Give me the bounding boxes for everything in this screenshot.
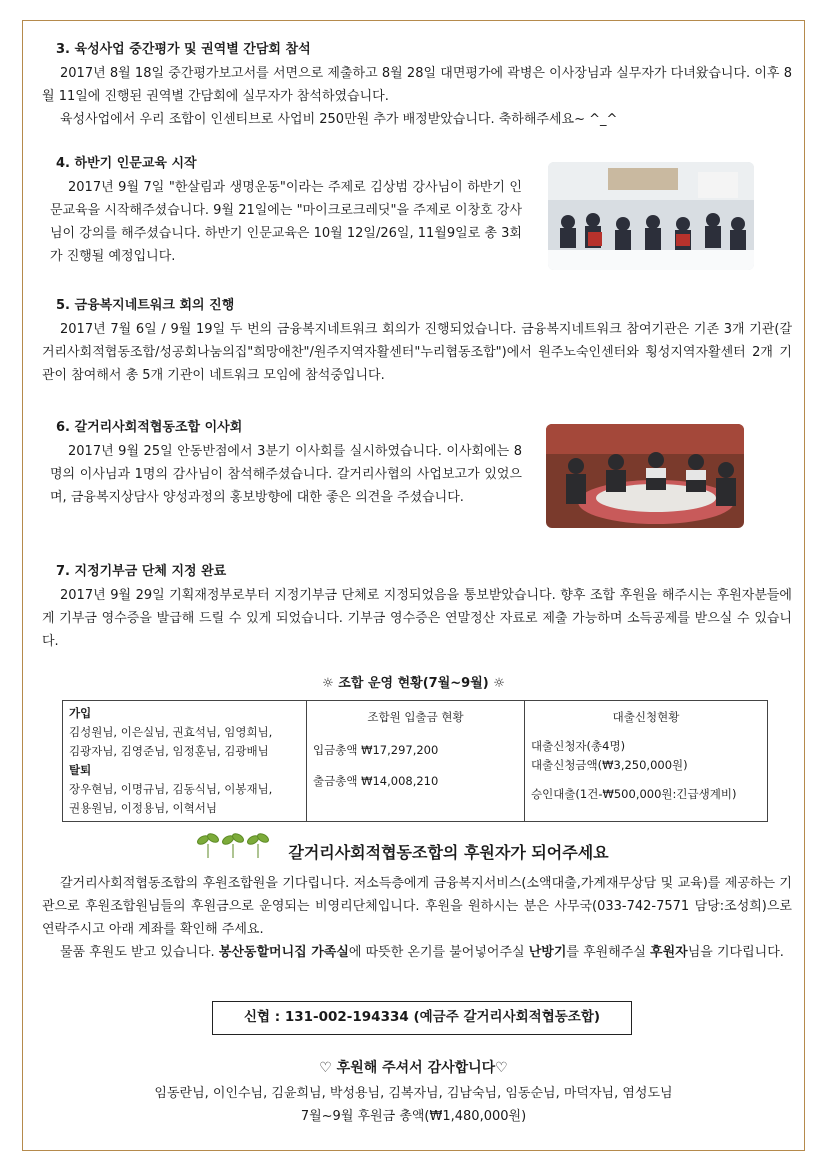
donor-paragraph-1: 갈거리사회적협동조합의 후원조합원을 기다립니다. 저소득층에게 금융복지서비스(소액대출,가계재무상담 및 교육)를 제공하는 기관으로 후원조합원님들의 후원금으로 운영되는 비영리단체입니다. 후원을 원하시는 분은 사무국(033-742-7571 담당:조성희)으로 연락주시고 아래 계좌를 확인해 주세요. <box>42 876 792 937</box>
membership-cell <box>63 701 307 822</box>
section-4-paragraph: 2017년 9월 7일 "한살림과 생명운동"이라는 주제로 김상범 강사님이 하반기 인문교육을 시작해주셨습니다. 9월 21일에는 "마이크로크레딧"을 주제로 이창호 강사님이 강의를 해주셨습니다. 하반기 인문교육은 10월 12일/26일, 11월9일로 총 3회가 진행될 예정입니다. <box>50 180 522 264</box>
donor-p2-sponsor: 후원자 <box>650 945 688 960</box>
cash-cell <box>307 701 525 822</box>
sponsor-names: 임동란님, 이인수님, 김윤희님, 박성용님, 김복자님, 김남숙님, 임동순님, 마덕자님, 염성도님 <box>154 1086 673 1101</box>
section-6-title: 6. 갈거리사회적협동조합 이사회 <box>56 420 243 435</box>
join-label: 가입 <box>69 706 92 720</box>
join-names-2: 김광자님, 김영준님, 임정훈님, 김광배님 <box>69 744 269 758</box>
section-6-paragraph: 2017년 9월 25일 안동반점에서 3분기 이사회를 실시하였습니다. 이사회에는 8명의 이사님과 1명의 감사님이 참석해주셨습니다. 갈거리사협의 사업보고가 있었으며, 금융복지상담사 양성과정의 홍보방향에 대한 좋은 의견을 주셨습니다. <box>50 444 522 505</box>
loan-approved: 승인대출(1건-₩500,000원:긴급생계비) <box>531 787 737 801</box>
donor-paragraph-2 <box>42 941 792 964</box>
deposit-total: 입금총액 ₩17,297,200 <box>313 743 439 757</box>
section-5-title: 5. 금융복지네트워크 회의 진행 <box>56 298 235 313</box>
section-3 <box>42 38 792 131</box>
section-3-paragraph-2: 육성사업에서 우리 조합이 인센티브로 사업비 250만원 추가 배정받았습니다. 축하해주세요~ ^_^ <box>60 112 618 127</box>
section-7-title: 7. 지정기부금 단체 지정 완료 <box>56 564 227 579</box>
loan-cell <box>525 701 768 822</box>
section-3-paragraph-1: 2017년 8월 18일 중간평가보고서를 서면으로 제출하고 8월 28일 대면평가에 곽병은 이사장님과 실무자가 다녀왔습니다. 이후 8월 11일에 진행된 권역별 간담회에 실무자가 참석하였습니다. <box>42 66 792 104</box>
section-7-paragraph: 2017년 9월 29일 기획재정부로부터 지정기부금 단체로 지정되었음을 통보받았습니다. 향후 조합 후원을 해주시는 후원자분들에게 기부금 영수증을 발급해 드릴 수 있게 되었습니다. 기부금 영수증은 연말정산 자료로 제출 가능하며 소득공제를 받으실 수 있습니다. <box>42 588 792 649</box>
thanks-title: ♡ 후원해 주셔서 감사합니다♡ <box>319 1060 508 1076</box>
withdraw-total: 출금총액 ₩14,008,210 <box>313 774 439 788</box>
section-5-paragraph: 2017년 7월 6일 / 9월 19일 두 번의 금융복지네트워크 회의가 진행되었습니다. 금융복지네트워크 참여기관은 기존 3개 기관(갈거리사회적협동조합/성공회나눔의집"희망애찬"/원주지역자활센터"누리협동조합")에서 원주노숙인센터와 횡성지역자활센터 2개 기관이 참여해서 총 5개 기관이 네트워크 모임에 참석중입니다. <box>42 322 792 383</box>
section-7 <box>42 560 792 653</box>
donor-p2-heater: 난방기 <box>528 945 567 960</box>
leave-names-1: 장우현님, 이명규님, 김동식님, 이봉재님, <box>69 782 273 796</box>
loan-amount: 대출신청금액(₩3,250,000원) <box>531 758 688 772</box>
donor-section <box>42 872 792 964</box>
section-4 <box>42 152 522 268</box>
join-names-1: 김성원님, 이은실님, 권효석님, 임영희님, <box>69 725 273 739</box>
bank-account: 신협 : 131-002-194334 (예금주 갈거리사회적협동조합) <box>212 1001 632 1035</box>
cash-header: 조합원 입출금 현황 <box>367 710 464 724</box>
loan-header: 대출신청현황 <box>612 710 680 724</box>
board-meeting-photo <box>546 424 744 528</box>
status-table <box>62 700 768 822</box>
loan-applicants: 대출신청자(총4명) <box>531 739 626 753</box>
donor-p2-text-e: 를 후원해주실 <box>566 945 651 960</box>
lecture-photo <box>548 162 754 270</box>
section-6 <box>42 416 522 509</box>
sponsor-list <box>0 1082 827 1128</box>
donor-p2-text-c: 에 따뜻한 온기를 불어넣어주실 <box>348 945 529 960</box>
section-5 <box>42 294 792 387</box>
donor-p2-text-a: 물품 후원도 받고 있습니다. <box>60 945 219 960</box>
section-3-title: 3. 육성사업 중간평가 및 권역별 간담회 참석 <box>56 42 311 57</box>
donor-p2-text-g: 님을 기다립니다. <box>687 945 784 960</box>
donor-title: 갈거리사회적협동조합의 후원자가 되어주세요 <box>288 843 609 862</box>
sponsor-total: 7월~9월 후원금 총액(₩1,480,000원) <box>300 1109 527 1124</box>
section-4-title: 4. 하반기 인문교육 시작 <box>56 156 197 171</box>
leave-label: 탈퇴 <box>69 763 92 777</box>
status-title: ☼ 조합 운영 현황(7월~9월) ☼ <box>322 676 505 691</box>
leave-names-2: 권용원님, 이정용님, 이혁서님 <box>69 801 217 815</box>
donor-p2-family-room: 봉산동할머니집 가족실 <box>218 945 349 960</box>
